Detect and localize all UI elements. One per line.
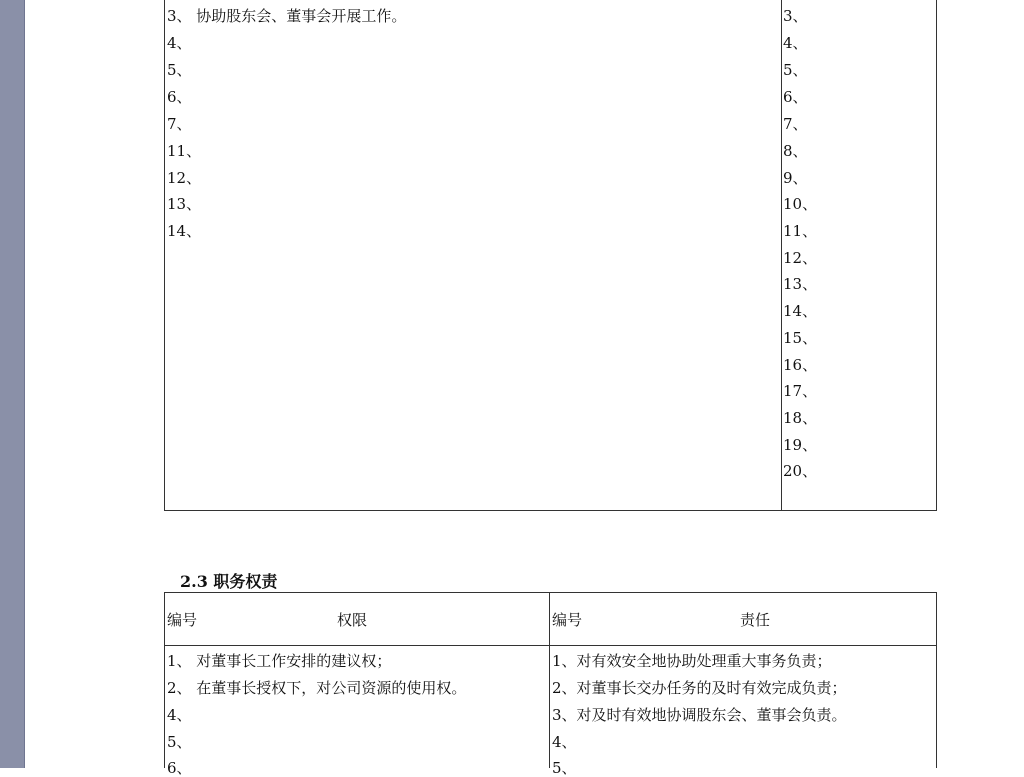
lower-table-header-divider	[164, 645, 937, 646]
lower-right-item: 2、对董事长交办任务的及时有效完成负责；	[552, 679, 847, 697]
lower-left-item: 2、 在董事长授权下，对公司资源的使用权。	[167, 679, 467, 697]
upper-right-item: 16、	[783, 356, 818, 374]
lower-table-column-divider	[549, 592, 550, 768]
lower-right-item: 3、对及时有效地协调股东会、董事会负责。	[552, 706, 847, 724]
upper-left-item: 14、	[167, 222, 202, 240]
upper-table-left-border	[164, 0, 165, 511]
upper-right-item: 13、	[783, 275, 818, 293]
upper-right-item: 11、	[783, 222, 818, 240]
upper-left-item: 13、	[167, 195, 202, 213]
upper-right-item: 10、	[783, 195, 818, 213]
lower-right-item: 1、对有效安全地协助处理重大事务负责；	[552, 652, 832, 670]
lower-table-top-border	[164, 592, 937, 593]
lower-right-header-number: 编号	[552, 611, 583, 629]
upper-table-divider	[781, 0, 782, 511]
upper-left-item: 5、	[167, 61, 192, 79]
lower-left-item: 4、	[167, 706, 192, 724]
lower-table-right-border	[936, 592, 937, 768]
lower-left-item: 6、	[167, 759, 192, 777]
lower-right-header-title: 责任	[740, 611, 771, 629]
upper-left-item: 6、	[167, 88, 192, 106]
lower-left-header-number: 编号	[167, 611, 198, 629]
upper-right-item: 14、	[783, 302, 818, 320]
lower-right-item: 5、	[552, 759, 577, 777]
lower-left-item: 5、	[167, 733, 192, 751]
upper-left-item: 11、	[167, 142, 202, 160]
upper-right-item: 6、	[783, 88, 808, 106]
upper-right-item: 3、	[783, 7, 808, 25]
upper-right-item: 20、	[783, 462, 818, 480]
upper-right-item: 7、	[783, 115, 808, 133]
upper-table-bottom-border	[164, 510, 937, 511]
upper-right-item: 15、	[783, 329, 818, 347]
document-margin-sidebar	[0, 0, 25, 768]
upper-right-item: 18、	[783, 409, 818, 427]
upper-right-item: 19、	[783, 436, 818, 454]
lower-right-item: 4、	[552, 733, 577, 751]
lower-left-header-title: 权限	[337, 611, 368, 629]
upper-left-item: 12、	[167, 169, 202, 187]
lower-table-left-border	[164, 592, 165, 768]
upper-left-item: 7、	[167, 115, 192, 133]
upper-right-item: 17、	[783, 382, 818, 400]
section-heading: 2.3 职务权责	[180, 572, 278, 591]
upper-right-item: 4、	[783, 34, 808, 52]
upper-table-right-border	[936, 0, 937, 511]
upper-right-item: 5、	[783, 61, 808, 79]
upper-right-item: 9、	[783, 169, 808, 187]
upper-left-item: 4、	[167, 34, 192, 52]
upper-right-item: 8、	[783, 142, 808, 160]
upper-right-item: 12、	[783, 249, 818, 267]
upper-left-item: 3、 协助股东会、董事会开展工作。	[167, 7, 407, 25]
lower-left-item: 1、 对董事长工作安排的建议权；	[167, 652, 392, 670]
